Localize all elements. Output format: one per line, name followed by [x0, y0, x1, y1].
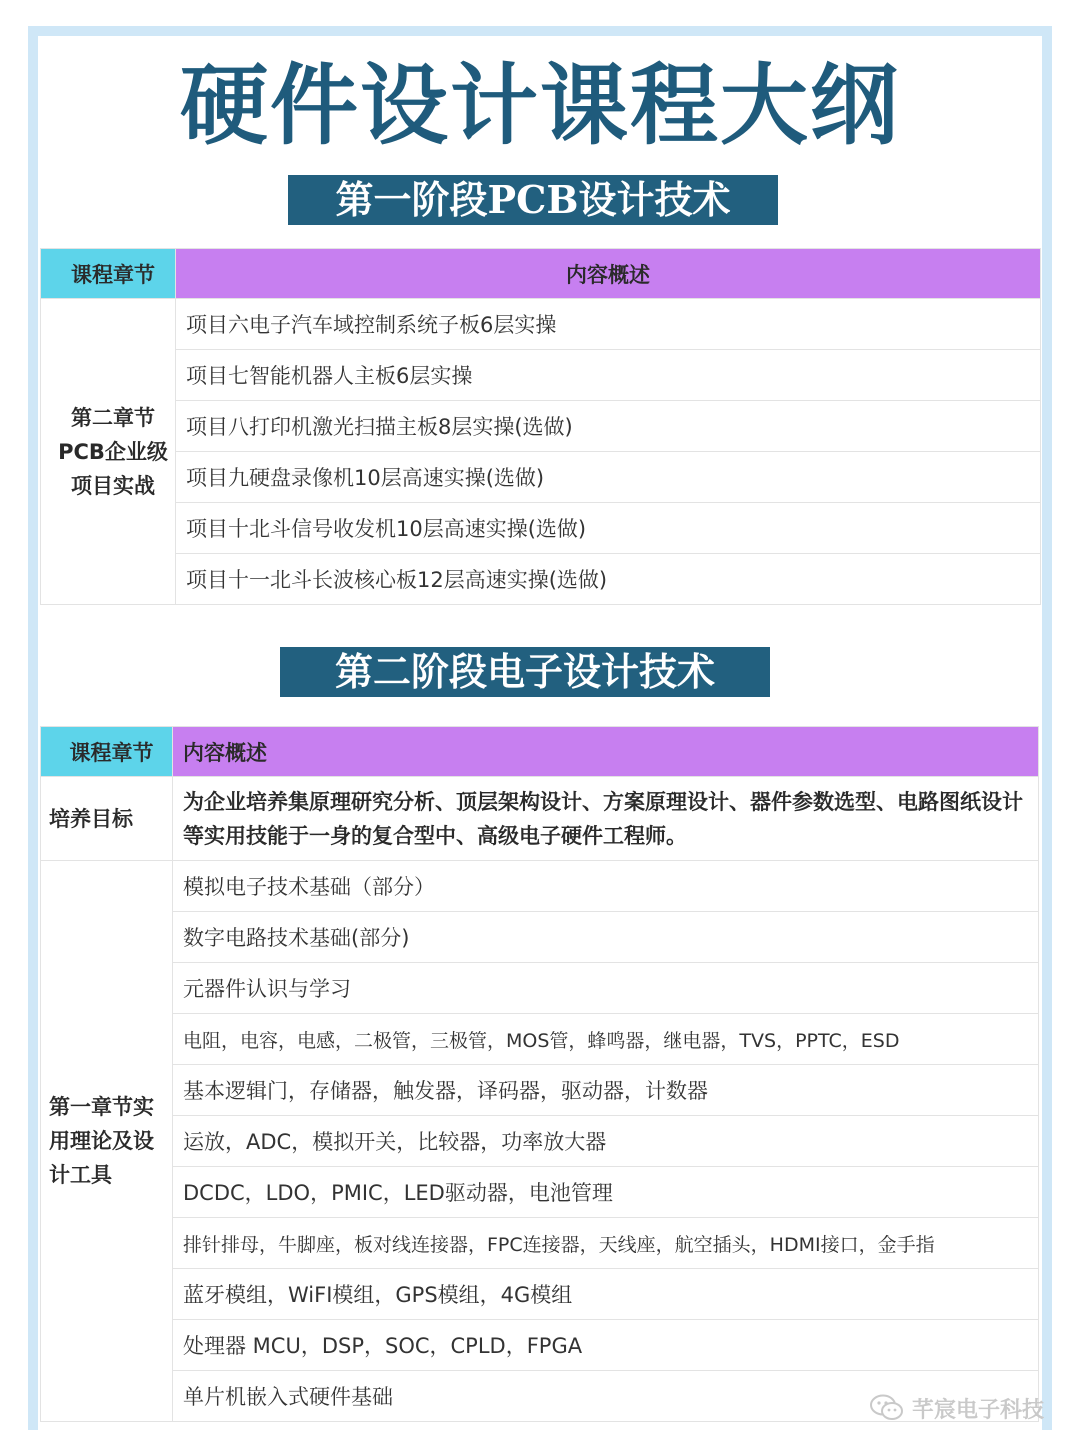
list-item: 项目十一北斗长波核心板12层高速实操(选做): [176, 554, 1041, 605]
table-row: [41, 299, 1041, 350]
chapter-cell: 第一章节实用理论及设计工具: [41, 861, 173, 1422]
watermark: [870, 1392, 1044, 1424]
list-item: 数字电路技术基础(部分): [173, 912, 1039, 963]
table-row: [41, 1116, 1039, 1167]
list-item: 项目七智能机器人主板6层实操: [176, 350, 1041, 401]
stage2-banner: 第二阶段电子设计技术: [280, 647, 770, 697]
list-item: 处理器 MCU，DSP，SOC，CPLD，FPGA: [173, 1320, 1039, 1371]
list-item: 项目九硬盘录像机10层高速实操(选做): [176, 452, 1041, 503]
list-item: 排针排母，牛脚座，板对线连接器，FPC连接器，天线座，航空插头，HDMI接口，金手指: [173, 1218, 1039, 1269]
list-item: DCDC，LDO，PMIC，LED驱动器，电池管理: [173, 1167, 1039, 1218]
list-item: 电阻，电容，电感，二极管，三极管，MOS管，蜂鸣器，继电器，TVS，PPTC，ESD: [173, 1014, 1039, 1065]
table-row: [41, 861, 1039, 912]
header-content: 内容概述: [173, 727, 1039, 777]
goal-label: 培养目标: [41, 777, 173, 861]
wechat-icon: [870, 1394, 904, 1422]
list-item: 元器件认识与学习: [173, 963, 1039, 1014]
stage2-header-row: [41, 727, 1039, 777]
table-row: [41, 554, 1041, 605]
goal-row: [41, 777, 1039, 861]
watermark-text: 芊宸电子科技: [911, 1397, 1044, 1423]
chapter-cell: 第二章节PCB企业级项目实战: [41, 299, 176, 605]
table-row: [41, 503, 1041, 554]
list-item: 蓝牙模组，WiFI模组，GPS模组，4G模组: [173, 1269, 1039, 1320]
table-row: [41, 1218, 1039, 1269]
table-row: [41, 350, 1041, 401]
header-chapter: 课程章节: [41, 249, 176, 299]
table-row: [41, 1269, 1039, 1320]
table-row: [41, 401, 1041, 452]
page-title: 硬件设计课程大纲: [179, 53, 900, 157]
table-row: [41, 1014, 1039, 1065]
list-item: 模拟电子技术基础（部分）: [173, 861, 1039, 912]
list-item: 单片机嵌入式硬件基础: [173, 1371, 1039, 1422]
list-item: 项目八打印机激光扫描主板8层实操(选做): [176, 401, 1041, 452]
table-row: [41, 1065, 1039, 1116]
table-row: [41, 963, 1039, 1014]
stage2-table: [40, 726, 1039, 1422]
list-item: 基本逻辑门，存储器，触发器，译码器，驱动器，计数器: [173, 1065, 1039, 1116]
list-item: 项目十北斗信号收发机10层高速实操(选做): [176, 503, 1041, 554]
list-item: 项目六电子汽车域控制系统子板6层实操: [176, 299, 1041, 350]
header-chapter: 课程章节: [41, 727, 173, 777]
stage1-table: [40, 248, 1041, 605]
table-row: [41, 1167, 1039, 1218]
table-row: [41, 452, 1041, 503]
goal-text: 为企业培养集原理研究分析、顶层架构设计、方案原理设计、器件参数选型、电路图纸设计等实用技能于一身的复合型中、高级电子硬件工程师。: [173, 777, 1039, 861]
header-content: 内容概述: [176, 249, 1041, 299]
table-row: [41, 912, 1039, 963]
table-row: [41, 1320, 1039, 1371]
list-item: 运放，ADC，模拟开关，比较器，功率放大器: [173, 1116, 1039, 1167]
stage1-header-row: [41, 249, 1041, 299]
stage1-banner: 第一阶段PCB设计技术: [288, 175, 778, 225]
